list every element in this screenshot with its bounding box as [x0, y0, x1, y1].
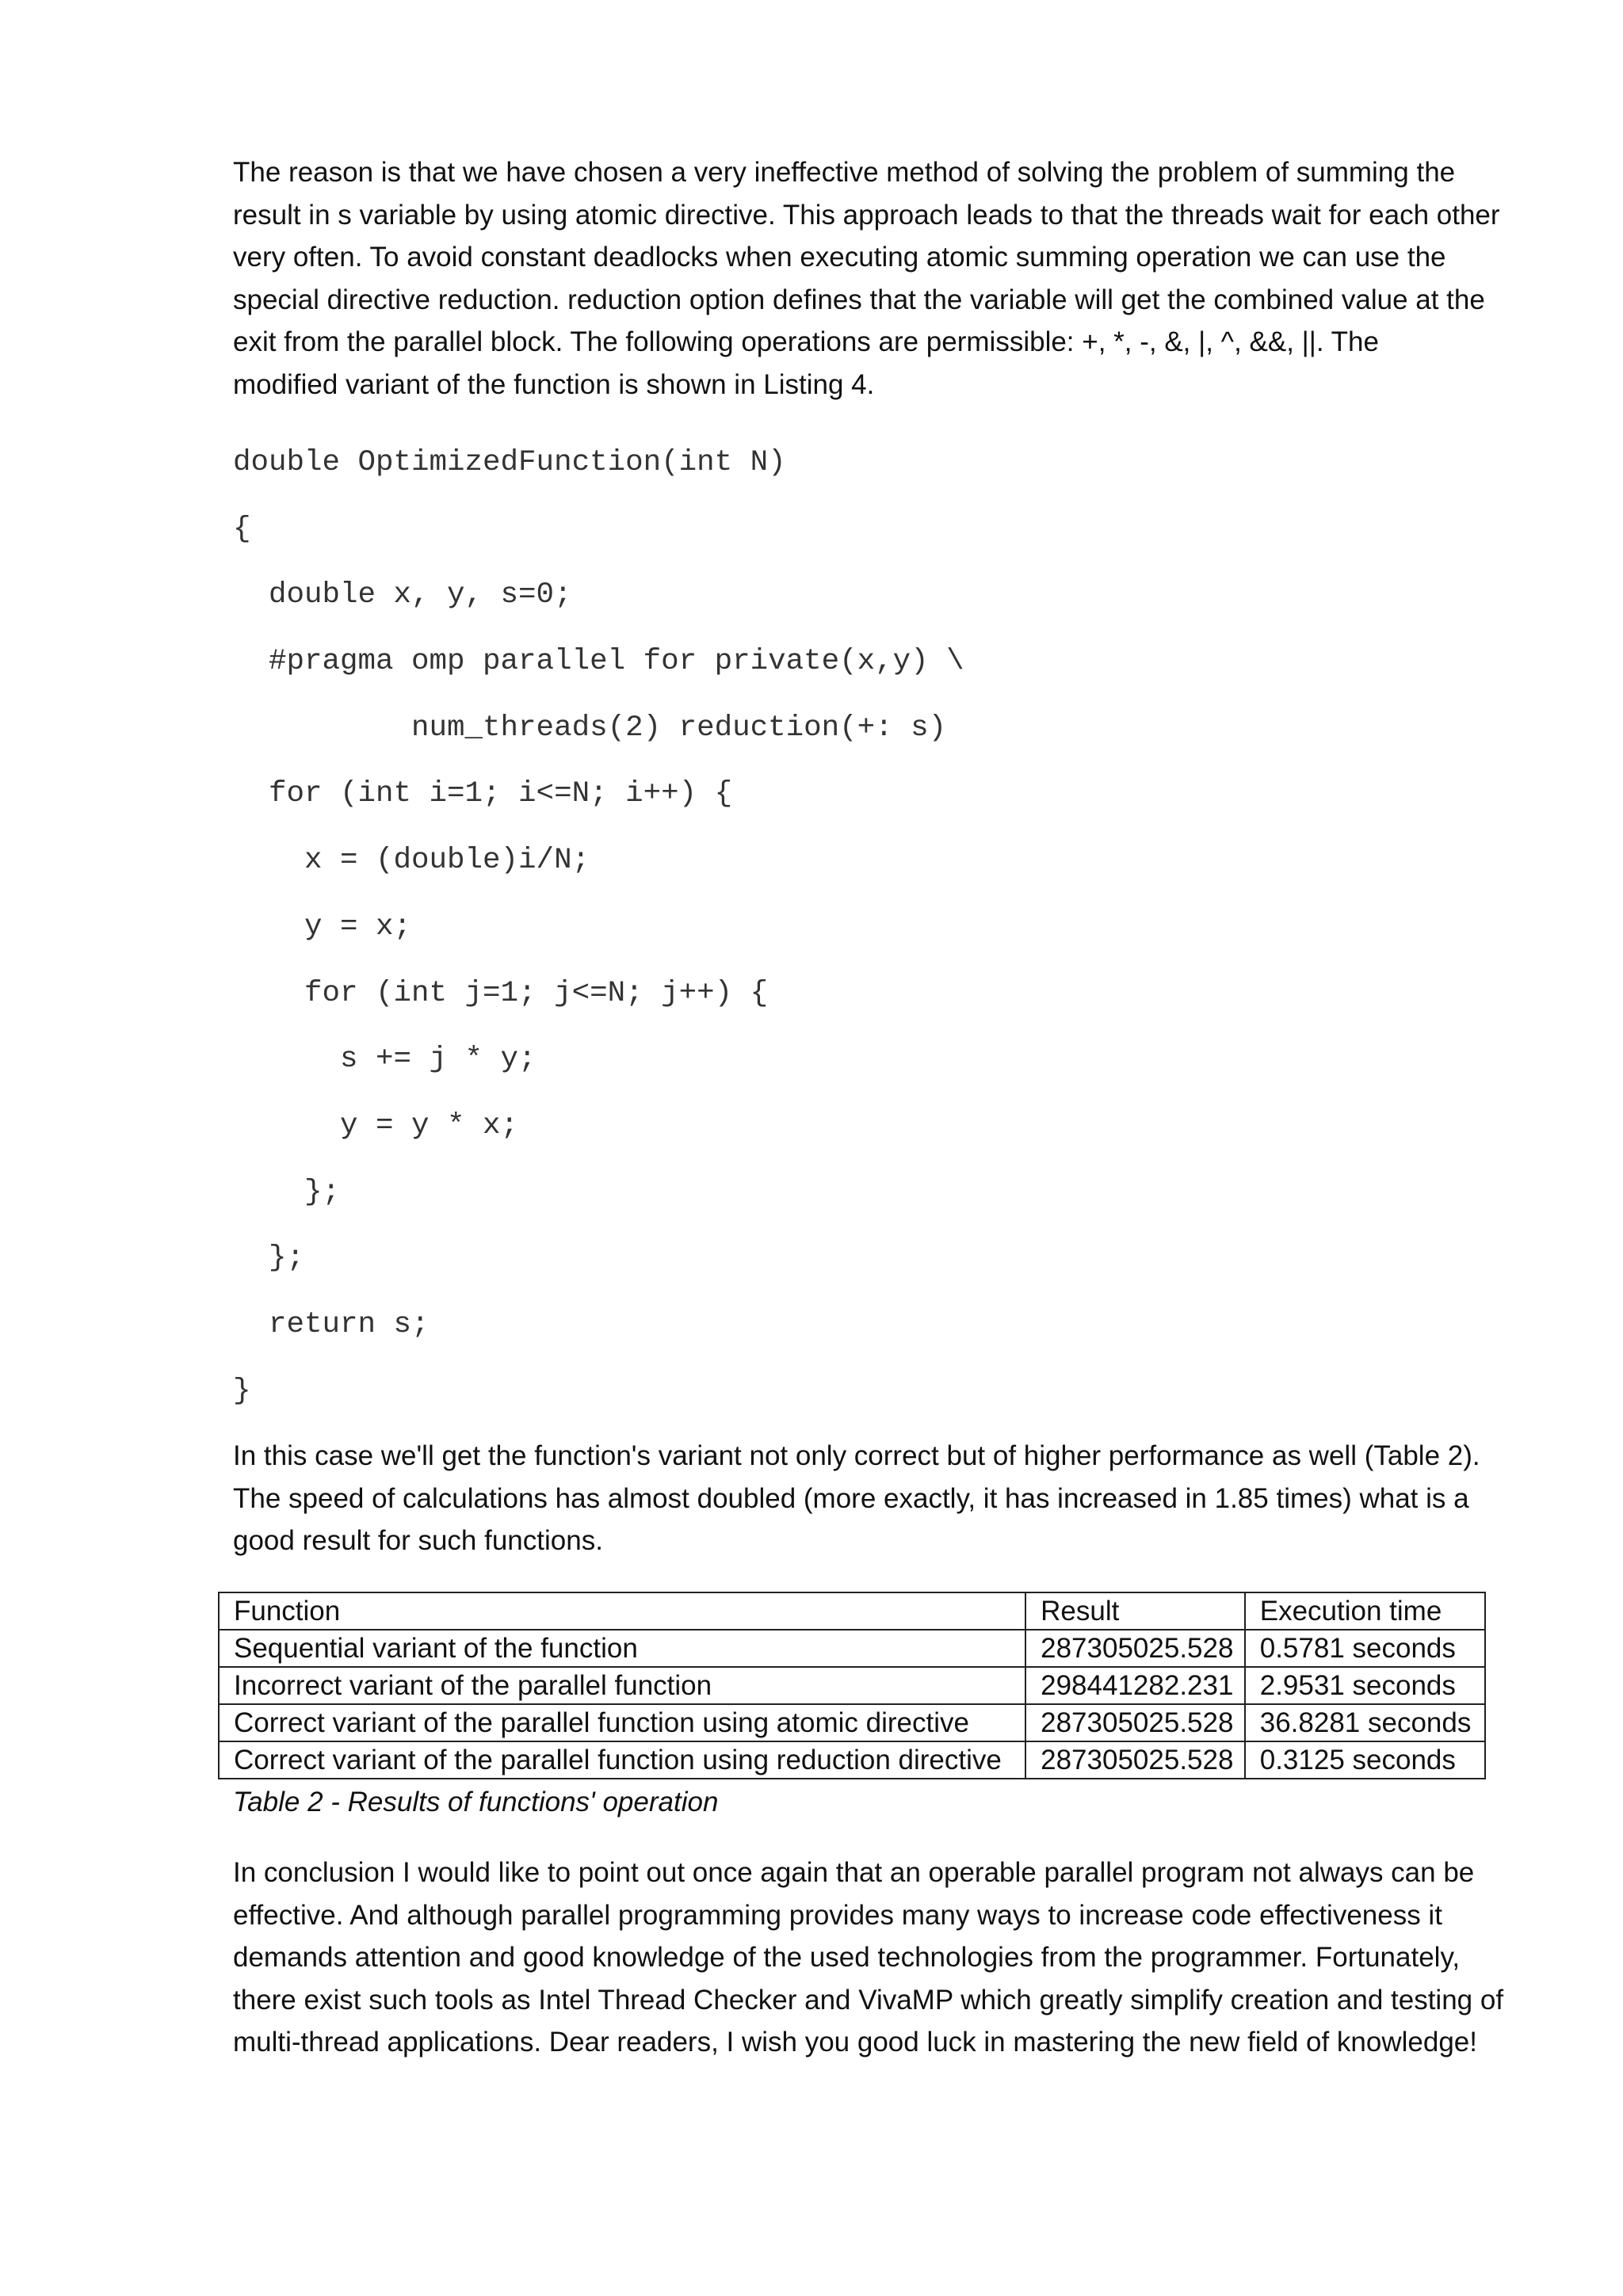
table-cell: 0.3125 seconds — [1245, 1741, 1485, 1779]
code-listing — [233, 430, 964, 1425]
code-line: for (int i=1; i<=N; i++) { — [233, 777, 733, 811]
table-row — [219, 1667, 1485, 1704]
code-line: double OptimizedFunction(int N) — [233, 446, 786, 479]
table-cell: Correct variant of the parallel function using reduction directive — [219, 1741, 1025, 1779]
code-line: }; — [233, 1175, 341, 1209]
results-table — [218, 1592, 1486, 1779]
table-cell: Correct variant of the parallel function using atomic directive — [219, 1704, 1025, 1741]
paragraph-conclusion — [233, 1852, 1525, 2064]
code-line: double x, y, s=0; — [233, 578, 572, 612]
code-line: #pragma omp parallel for private(x,y) \ — [233, 645, 964, 679]
header-cell-result: Result — [1025, 1592, 1245, 1630]
table-cell: 287305025.528 — [1025, 1704, 1245, 1741]
table-caption: Table 2 - Results of functions' operation — [233, 1787, 719, 1817]
code-line: for (int j=1; j<=N; j++) { — [233, 976, 769, 1010]
table-cell: 36.8281 seconds — [1245, 1704, 1485, 1741]
table-row — [219, 1630, 1485, 1667]
code-line: } — [233, 1374, 251, 1408]
table-cell: 2.9531 seconds — [1245, 1667, 1485, 1704]
table-cell: 287305025.528 — [1025, 1630, 1245, 1667]
code-line: s += j * y; — [233, 1043, 537, 1077]
code-line: y = x; — [233, 910, 412, 944]
code-line: y = y * x; — [233, 1108, 519, 1142]
text-line: there exist such tools as Intel Thread Checker and VivaMP which greatly simplify creation and testing of — [233, 1984, 1504, 2016]
table-header-row — [219, 1592, 1485, 1630]
code-line: x = (double)i/N; — [233, 844, 590, 878]
table-cell: Incorrect variant of the parallel function — [219, 1667, 1025, 1704]
text-line: The speed of calculations has almost doubled (more exactly, it has increased in 1.85 times) what is a — [233, 1482, 1469, 1514]
text-line: In this case we'll get the function's variant not only correct but of higher performance as well (Table 2). — [233, 1440, 1480, 1471]
paragraph-performance — [233, 1435, 1525, 1562]
table-cell: Sequential variant of the function — [219, 1630, 1025, 1667]
code-line: }; — [233, 1241, 305, 1276]
text-line: In conclusion I would like to point out once again that an operable parallel program not always can be — [233, 1857, 1475, 1888]
code-line: num_threads(2) reduction(+: s) — [233, 711, 947, 745]
text-line: effective. And although parallel programming provides many ways to increase code effectiveness it — [233, 1899, 1442, 1931]
table-row — [219, 1704, 1485, 1741]
text-line: demands attention and good knowledge of the used technologies from the programmer. Fortunately, — [233, 1942, 1461, 1974]
table-cell: 298441282.231 — [1025, 1667, 1245, 1704]
text-line: very often. To avoid constant deadlocks when executing atomic summing operation we can use the — [233, 242, 1446, 273]
text-line: good result for such functions. — [233, 1525, 603, 1557]
table-cell: 287305025.528 — [1025, 1741, 1245, 1779]
header-cell-execution-time: Execution time — [1245, 1592, 1485, 1630]
text-line: multi-thread applications. Dear readers, I wish you good luck in mastering the new field of knowledge! — [233, 2027, 1477, 2058]
text-line: exit from the parallel block. The following operations are permissible: +, *, -, &, |, ^, &&, ||. The — [233, 326, 1379, 358]
code-line: { — [233, 512, 251, 546]
table-row — [219, 1741, 1485, 1779]
paragraph-reduction-intro — [233, 151, 1525, 406]
table-cell: 0.5781 seconds — [1245, 1630, 1485, 1667]
code-line: return s; — [233, 1307, 430, 1341]
text-line: The reason is that we have chosen a very ineffective method of solving the problem of summing the — [233, 157, 1456, 188]
text-line: special directive reduction. reduction option defines that the variable will get the combined value at the — [233, 284, 1485, 315]
text-line: result in s variable by using atomic directive. This approach leads to that the threads wait for each other — [233, 199, 1500, 231]
header-cell-function: Function — [219, 1592, 1025, 1630]
text-line: modified variant of the function is shown in Listing 4. — [233, 368, 875, 400]
